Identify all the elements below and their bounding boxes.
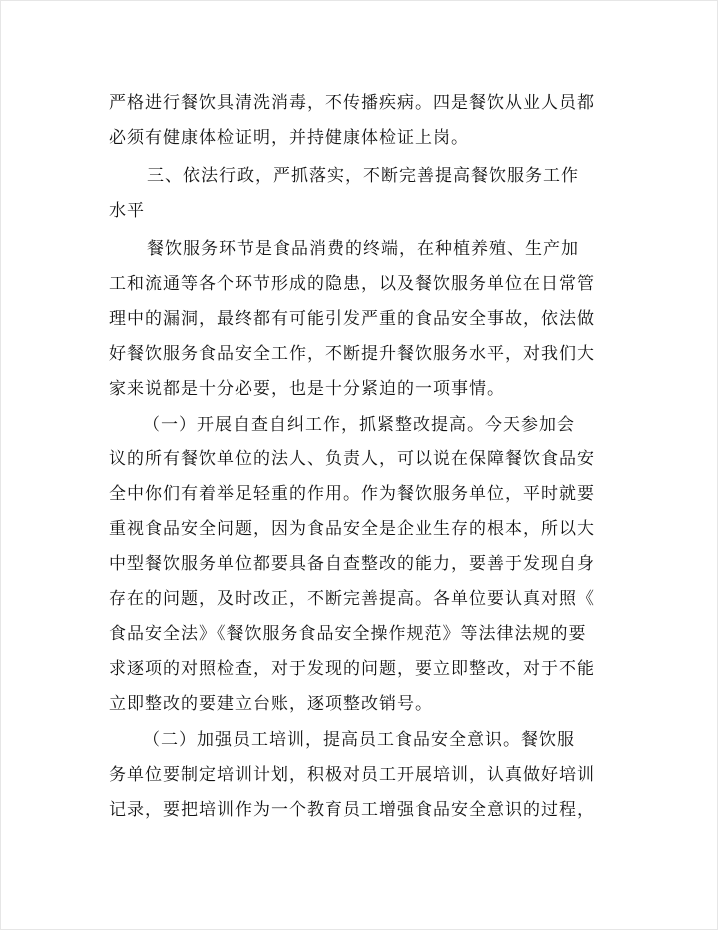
text-line: 议的所有餐饮单位的法人、负责人，可以说在保障餐饮食品安 <box>109 449 595 469</box>
text-line: 中型餐饮服务单位都要具备自查整改的能力，要善于发现自身 <box>109 554 595 574</box>
text-line: 好餐饮服务食品安全工作，不断提升餐饮服务水平，对我们大 <box>109 344 595 364</box>
text-line: 工和流通等各个环节形成的隐患，以及餐饮服务单位在日常管 <box>109 274 595 294</box>
text-line: 记录，要把培训作为一个教育员工增强食品安全意识的过程， <box>109 800 595 820</box>
text-line: 必须有健康体检证明，并持健康体检证上岗。 <box>109 128 469 148</box>
text-line: 严格进行餐饮具清洗消毒，不传播疾病。四是餐饮从业人员都 <box>109 93 595 113</box>
text-line: 理中的漏洞，最终都有可能引发严重的食品安全事故，依法做 <box>109 309 595 329</box>
text-line: 食品安全法》《餐饮服务食品安全操作规范》等法律法规的要 <box>109 624 587 644</box>
section-heading-line: 三、依法行政，严抓落实，不断完善提高餐饮服务工作 <box>147 166 579 186</box>
text-line: 立即整改的要建立台账，逐项整改销号。 <box>109 694 433 714</box>
subsection-line: （二）加强员工培训，提高员工食品安全意识。餐饮服 <box>143 730 575 750</box>
text-line: 求逐项的对照检查，对于发现的问题，要立即整改，对于不能 <box>109 659 595 679</box>
text-line: 重视食品安全问题，因为食品安全是企业生存的根本，所以大 <box>109 519 595 539</box>
text-line: 存在的问题，及时改正，不断完善提高。各单位要认真对照《 <box>109 589 595 609</box>
subsection-line: （一）开展自查自纠工作，抓紧整改提高。今天参加会 <box>143 415 575 435</box>
text-line: 餐饮服务环节是食品消费的终端，在种植养殖、生产加 <box>147 239 579 259</box>
text-line: 务单位要制定培训计划，积极对员工开展培训，认真做好培训 <box>109 765 595 785</box>
section-heading-line: 水平 <box>109 201 145 221</box>
text-line: 家来说都是十分必要，也是十分紧迫的一项事情。 <box>109 379 505 399</box>
text-line: 全中你们有着举足轻重的作用。作为餐饮服务单位，平时就要 <box>109 484 595 504</box>
